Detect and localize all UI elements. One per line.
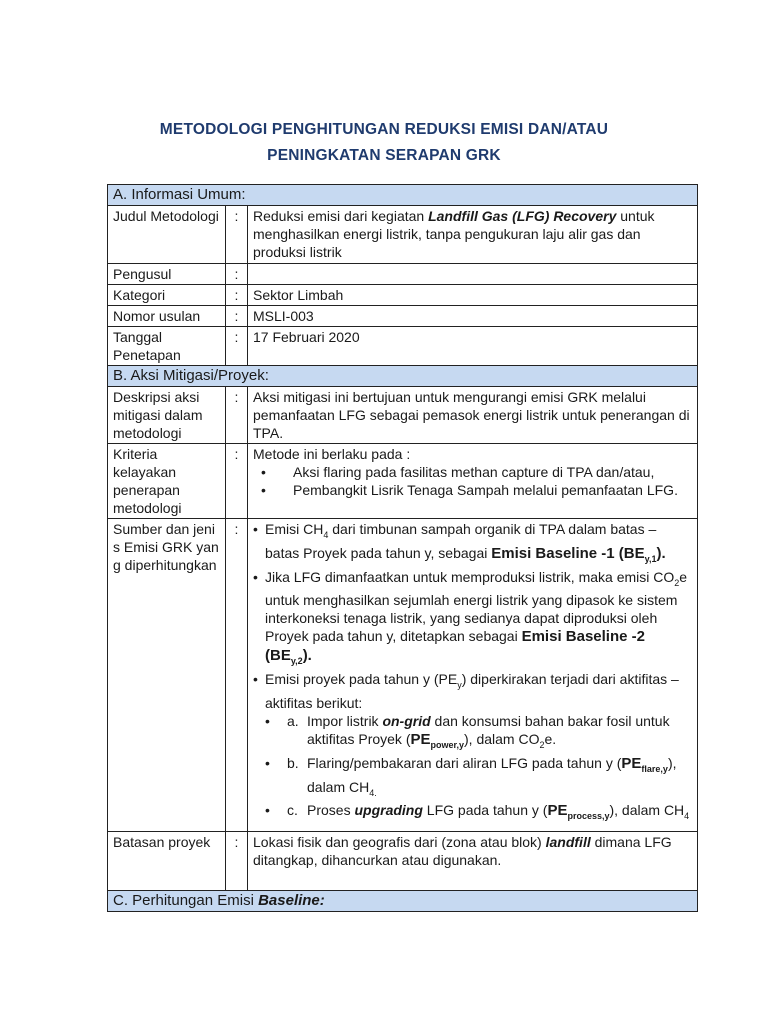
text: ), dalam CO	[464, 730, 540, 747]
row-nomor	[108, 306, 698, 327]
colon: :	[226, 444, 248, 519]
label-judul: Judul Metodologi	[108, 206, 226, 264]
subscript: 2	[674, 577, 680, 588]
bold-term: ).	[302, 647, 312, 665]
subscript: 4	[684, 811, 690, 822]
row-judul	[108, 206, 698, 264]
sub-activity-list	[265, 712, 692, 825]
list-marker: • b.	[287, 754, 299, 771]
row-tanggal	[108, 327, 698, 366]
text: Flaring/pembakaran dari aliran LFG pada tahun y (	[307, 754, 622, 771]
text: Emisi proyek pada tahun y (PE	[265, 671, 458, 688]
value-deskripsi: Aksi mitigasi ini bertujuan untuk mengurangi emisi GRK melalui pemanfaatan LFG sebagai pemasok energi listrik untuk penerangan di TPA.	[248, 387, 698, 444]
row-batasan	[108, 832, 698, 891]
label-kategori: Kategori	[108, 285, 226, 306]
judul-text-post: untuk menghasilkan energi listrik, tanpa pengukuran laju alir gas dan produksi listrik	[253, 208, 655, 260]
value-kriteria	[248, 444, 698, 519]
value-batasan	[248, 832, 698, 891]
text: ), dalam CH	[609, 802, 685, 819]
row-deskripsi	[108, 387, 698, 444]
list-item	[253, 670, 692, 825]
text: ), dalam CH	[307, 754, 677, 795]
label-batasan: Batasan proyek	[108, 832, 226, 891]
label-sumber: Sumber dan jenis Emisi GRK yang diperhitungkan	[108, 519, 226, 832]
emphasis: landfill	[545, 834, 591, 850]
bold-term: -2 (BE	[265, 628, 645, 665]
subscript: y	[457, 679, 462, 690]
subscript: 2	[539, 739, 545, 750]
text: dan konsumsi bahan bakar fosil untuk aktifitas Proyek (	[307, 712, 670, 747]
colon: :	[226, 519, 248, 832]
subscript: process,y	[567, 811, 610, 822]
text: ) diperkirakan terjadi dari aktifitas – aktifitas berikut:	[265, 671, 679, 711]
list-item	[265, 754, 692, 802]
text: dimana LFG ditangkap, dihancurkan atau digunakan.	[253, 834, 672, 868]
text: Proses	[307, 802, 355, 819]
bold-term: ).	[656, 544, 666, 562]
subscript: flare,y	[641, 763, 668, 774]
text: dari timbunan sampah organik di TPA dalam batas – batas Proyek pada tahun y, sebagai	[265, 521, 657, 561]
text: Emisi CH	[265, 521, 324, 537]
value-pengusul	[248, 264, 698, 285]
colon: :	[226, 285, 248, 306]
subscript: 4	[323, 529, 329, 540]
list-item	[265, 801, 692, 825]
judul-text-pre: Reduksi emisi dari kegiatan	[253, 208, 429, 224]
colon: :	[226, 832, 248, 891]
emphasis: upgrading	[354, 802, 423, 819]
text: Jika LFG dimanfaatkan untuk memproduksi listrik, maka emisi CO	[265, 568, 675, 585]
row-kriteria	[108, 444, 698, 519]
title-line-2: PENINGKATAN SERAPAN GRK	[267, 147, 501, 164]
list-item: • Aksi flaring pada fasilitas methan capture di TPA dan/atau,	[253, 463, 692, 481]
colon: :	[226, 387, 248, 444]
section-b-header: B. Aksi Mitigasi/Proyek:	[108, 366, 698, 387]
section-c-header-row	[108, 891, 698, 912]
section-c-header	[108, 891, 698, 912]
section-a-header-row	[108, 185, 698, 206]
value-sumber	[248, 519, 698, 832]
colon: :	[226, 206, 248, 264]
bold-term: -1 (BE	[597, 544, 645, 562]
section-a-header: A. Informasi Umum:	[108, 185, 698, 206]
emphasis: on-grid	[382, 712, 431, 729]
bold-term: PE	[621, 754, 642, 772]
value-nomor: MSLI-003	[248, 306, 698, 327]
methodology-table	[107, 184, 698, 912]
list-item: • Pembangkit Lisrik Tenaga Sampah melalui pemanfaatan LFG.	[253, 481, 692, 499]
text: Impor listrik	[307, 712, 383, 729]
row-sumber	[108, 519, 698, 832]
value-tanggal: 17 Februari 2020	[248, 327, 698, 366]
section-b-header-row	[108, 366, 698, 387]
subscript: y,1	[644, 553, 657, 564]
list-marker: • c.	[287, 802, 298, 819]
label-nomor: Nomor usulan	[108, 306, 226, 327]
text: e.	[544, 730, 557, 747]
subscript: 4.	[369, 787, 377, 798]
text: e untuk menghasilkan sejumlah energi listrik yang dipasok ke sistem interkoneksi tenaga listrik, yang sedianya dapat diproduksi oleh Proyek pada tahun y, ditetapkan sebagai	[265, 568, 688, 645]
subscript: y,2	[290, 656, 303, 667]
bold-term: PE	[410, 730, 431, 748]
judul-text-em: Landfill Gas (LFG) Recovery	[428, 208, 617, 224]
section-c-header-em: Baseline:	[258, 892, 325, 909]
list-marker: • a.	[287, 712, 299, 729]
list-item	[253, 520, 692, 568]
title-line-1: METODOLOGI PENGHITUNGAN REDUKSI EMISI DAN/ATAU	[159, 121, 609, 138]
subscript: power,y	[430, 739, 465, 750]
document-title	[0, 117, 768, 169]
label-deskripsi: Deskripsi aksi mitigasi dalam metodologi	[108, 387, 226, 444]
list-item	[253, 568, 692, 671]
list-item	[265, 712, 692, 754]
colon: :	[226, 306, 248, 327]
bold-term: Emisi Baseline	[521, 628, 628, 646]
bold-term: PE	[547, 802, 568, 820]
kriteria-list	[253, 463, 692, 499]
sumber-list	[253, 520, 692, 825]
bold-term: Emisi Baseline	[491, 544, 598, 562]
label-pengusul: Pengusul	[108, 264, 226, 285]
value-kategori: Sektor Limbah	[248, 285, 698, 306]
label-kriteria: Kriteria kelayakan penerapan metodologi	[108, 444, 226, 519]
value-judul	[248, 206, 698, 264]
section-c-header-text: C. Perhitungan Emisi	[113, 892, 259, 909]
row-kategori	[108, 285, 698, 306]
colon: :	[226, 264, 248, 285]
label-tanggal: Tanggal Penetapan	[108, 327, 226, 366]
kriteria-intro: Metode ini berlaku pada :	[253, 446, 411, 462]
text: LFG pada tahun y (	[422, 802, 548, 819]
row-pengusul	[108, 264, 698, 285]
colon: :	[226, 327, 248, 366]
text: Lokasi fisik dan geografis dari (zona atau blok)	[253, 834, 546, 850]
